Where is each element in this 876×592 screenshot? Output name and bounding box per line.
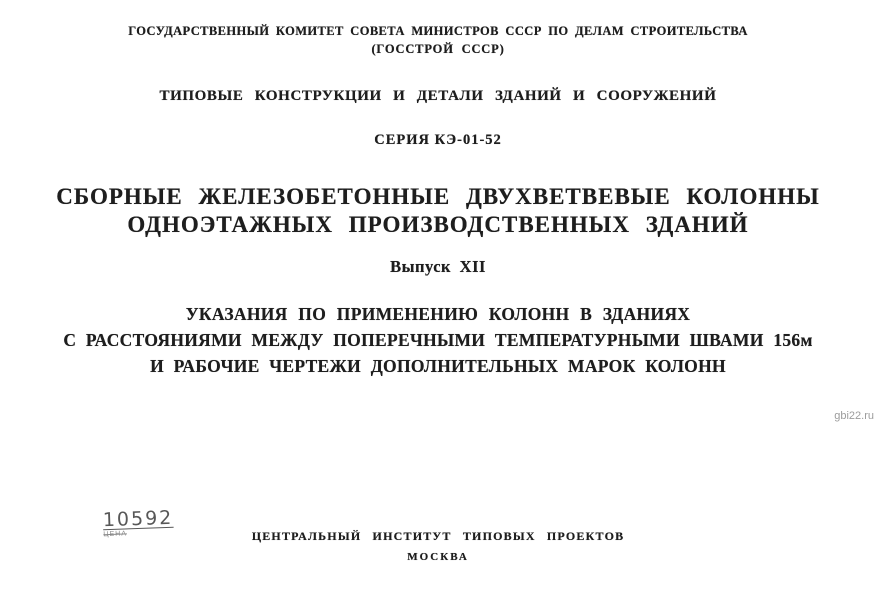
subtitle-line3: И РАБОЧИЕ ЧЕРТЕЖИ ДОПОЛНИТЕЛЬНЫХ МАРОК КОЛОНН [150,356,726,376]
document-title-line1: СБОРНЫЕ ЖЕЛЕЗОБЕТОННЫЕ ДВУХВЕТВЕВЫЕ КОЛОННЫ [56,184,820,209]
stamp-number: 10592 [102,506,174,532]
committee-name: ГОСУДАРСТВЕННЫЙ КОМИТЕТ СОВЕТА МИНИСТРОВ СССР ПО ДЕЛАМ СТРОИТЕЛЬСТВА [128,24,748,38]
subtitle-line1: УКАЗАНИЯ ПО ПРИМЕНЕНИЮ КОЛОНН В ЗДАНИЯХ [185,304,691,324]
stamp-caption: ЦЕНА [103,530,128,539]
site-watermark: gbi22.ru [834,410,874,422]
subtitle-line2: С РАССТОЯНИЯМИ МЕЖДУ ПОПЕРЕЧНЫМИ ТЕМПЕРАТУРНЫМИ ШВАМИ 156м [63,330,813,350]
publisher-name: ЦЕНТРАЛЬНЫЙ ИНСТИТУТ ТИПОВЫХ ПРОЕКТОВ [251,529,625,543]
series-title: ТИПОВЫЕ КОНСТРУКЦИИ И ДЕТАЛИ ЗДАНИЙ И СООРУЖЕНИЙ [159,88,717,104]
series-code: СЕРИЯ КЭ-01-52 [374,132,502,148]
publisher-city: МОСКВА [407,551,469,563]
document-title-line2: ОДНОЭТАЖНЫХ ПРОИЗВОДСТВЕННЫХ ЗДАНИЙ [127,212,749,237]
issue-number: Выпуск XII [390,257,486,276]
committee-short-name: (ГОССТРОЙ СССР) [371,42,505,56]
